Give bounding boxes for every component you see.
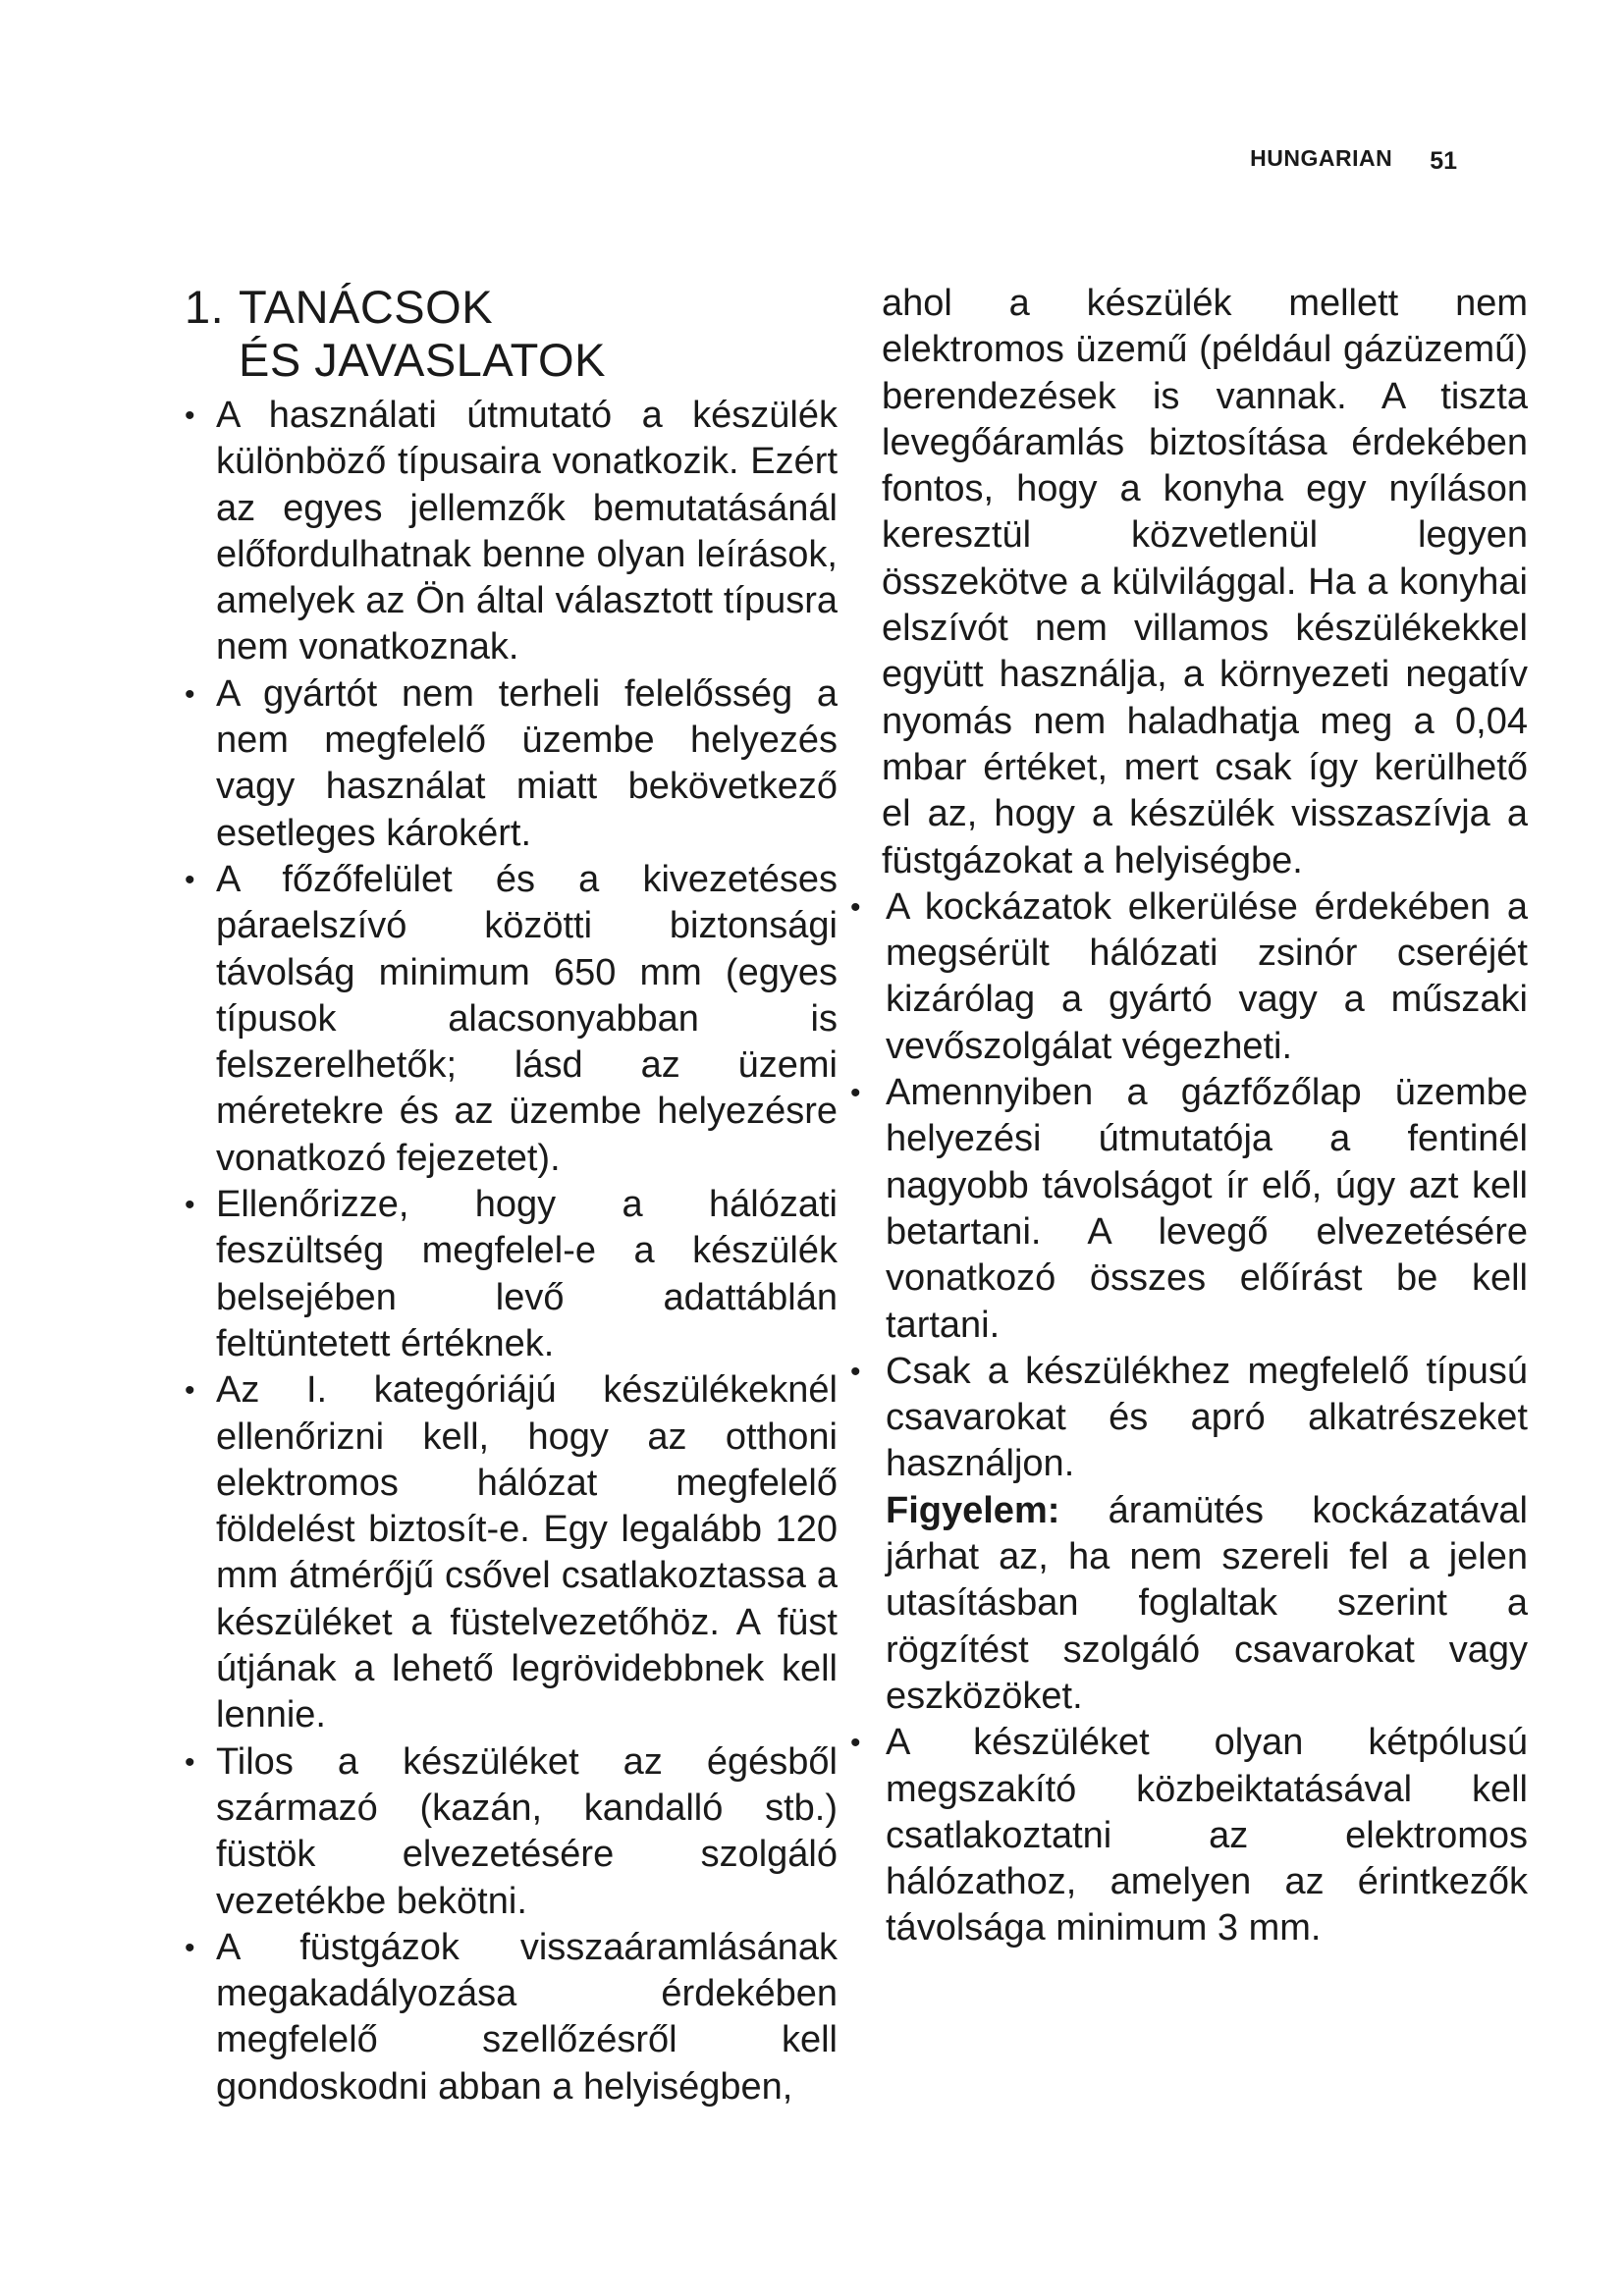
page-number: 51 — [1430, 147, 1457, 175]
list-item: • Ellenőrizze, hogy a hálózati feszültség megfelel-e a készülék belsejében levő adattáblán feltüntetett értéknek. — [185, 1182, 838, 1367]
right-bullet-list — [850, 884, 1528, 1952]
section-number: 1. — [185, 281, 225, 333]
continued-paragraph: ahol a készülék mellett nem elektromos üzemű (például gázüzemű) berendezések is vannak. A tiszta levegőáramlás biztosítása érdekében fontos, hogy a konyha egy nyíláson keresztül közvetlenül legyen összekötve a külvilággal. Ha a konyhai elszívót nem villamos készülékekkel együtt használja, a környezeti negatív nyomás nem haladhatja meg a 0,04 mbar értéket, mert csak így kerülhető el az, hogy a készülék visszaszívja a füstgázokat a helyiségbe. — [882, 283, 1528, 881]
section-title — [185, 281, 838, 387]
list-item: • A főzőfelület és a kivezetéses páraelszívó közötti biztonsági távolság minimum 650 mm (egyes típusok alacsonyabban is felszerelhetők; lásd az üzemi méretekre és az üzembe helyezésre vonatkozó fejezetet). — [185, 857, 838, 1182]
warning-label: Figyelem: — [886, 1489, 1060, 1531]
right-column — [850, 281, 1528, 1952]
warning-block — [886, 1488, 1528, 1720]
list-item: • Az I. kategóriájú készülékeknél ellenőrizni kell, hogy az otthoni elektromos hálózat megfelelő földelést biztosít-e. Egy legalább 120 mm átmérőjű csővel csatlakoztassa a készüléket a füstelvezetőhöz. A füst útjának a lehető legrövidebbnek kell lennie. — [185, 1367, 838, 1738]
list-item: • A készüléket olyan kétpólusú megszakító közbeiktatásával kell csatlakoztatni az elektromos hálózathoz, amelyen az érintkezők távolsága minimum 3 mm. — [850, 1720, 1528, 1951]
section-title-line-2: ÉS JAVASLATOK — [239, 334, 606, 386]
header-language: HUNGARIAN — [1250, 145, 1393, 171]
screws-text: Csak a készülékhez megfelelő típusú csavarokat és apró alkatrészeket használjon. — [886, 1350, 1528, 1485]
warning-text: áramütés kockázatával járhat az, ha nem szereli fel a jelen utasításban foglaltak szerint a rögzítést szolgáló csavarokat vagy eszközöket. — [886, 1489, 1528, 1717]
list-item: • A kockázatok elkerülése érdekében a megsérült hálózati zsinór cseréjét kizárólag a gyártó vagy a műszaki vevőszolgálat végezheti. — [850, 884, 1528, 1070]
section-title-line-1: TANÁCSOK — [239, 281, 494, 333]
list-item: • A használati útmutató a készülék különböző típusaira vonatkozik. Ezért az egyes jellemzők bemutatásánál előfordulhatnak benne olyan leírások, amelyek az Ön által választott típusra nem vonatkoznak. — [185, 393, 838, 671]
list-item: • A füstgázok visszaáramlásának megakadályozása érdekében megfelelő szellőzésről kell gondoskodni abban a helyiségben, — [185, 1925, 838, 2110]
left-column — [185, 281, 838, 2110]
page-header — [1250, 143, 1457, 175]
list-item: • Amennyiben a gázfőzőlap üzembe helyezési útmutatója a fentinél nagyobb távolságot ír elő, úgy azt kell betartani. A levegő elvezetésére vonatkozó összes előírást be kell tartani. — [850, 1070, 1528, 1349]
list-item: • Tilos a készüléket az égésből származó (kazán, kandalló stb.) füstök elvezetésére szolgáló vezetékbe bekötni. — [185, 1739, 838, 1925]
list-item: • A gyártót nem terheli felelősség a nem megfelelő üzembe helyezés vagy használat miatt bekövetkező esetleges károkért. — [185, 671, 838, 857]
list-item-screws — [850, 1349, 1528, 1720]
left-bullet-list — [185, 393, 838, 2110]
section-title-text — [239, 281, 606, 387]
